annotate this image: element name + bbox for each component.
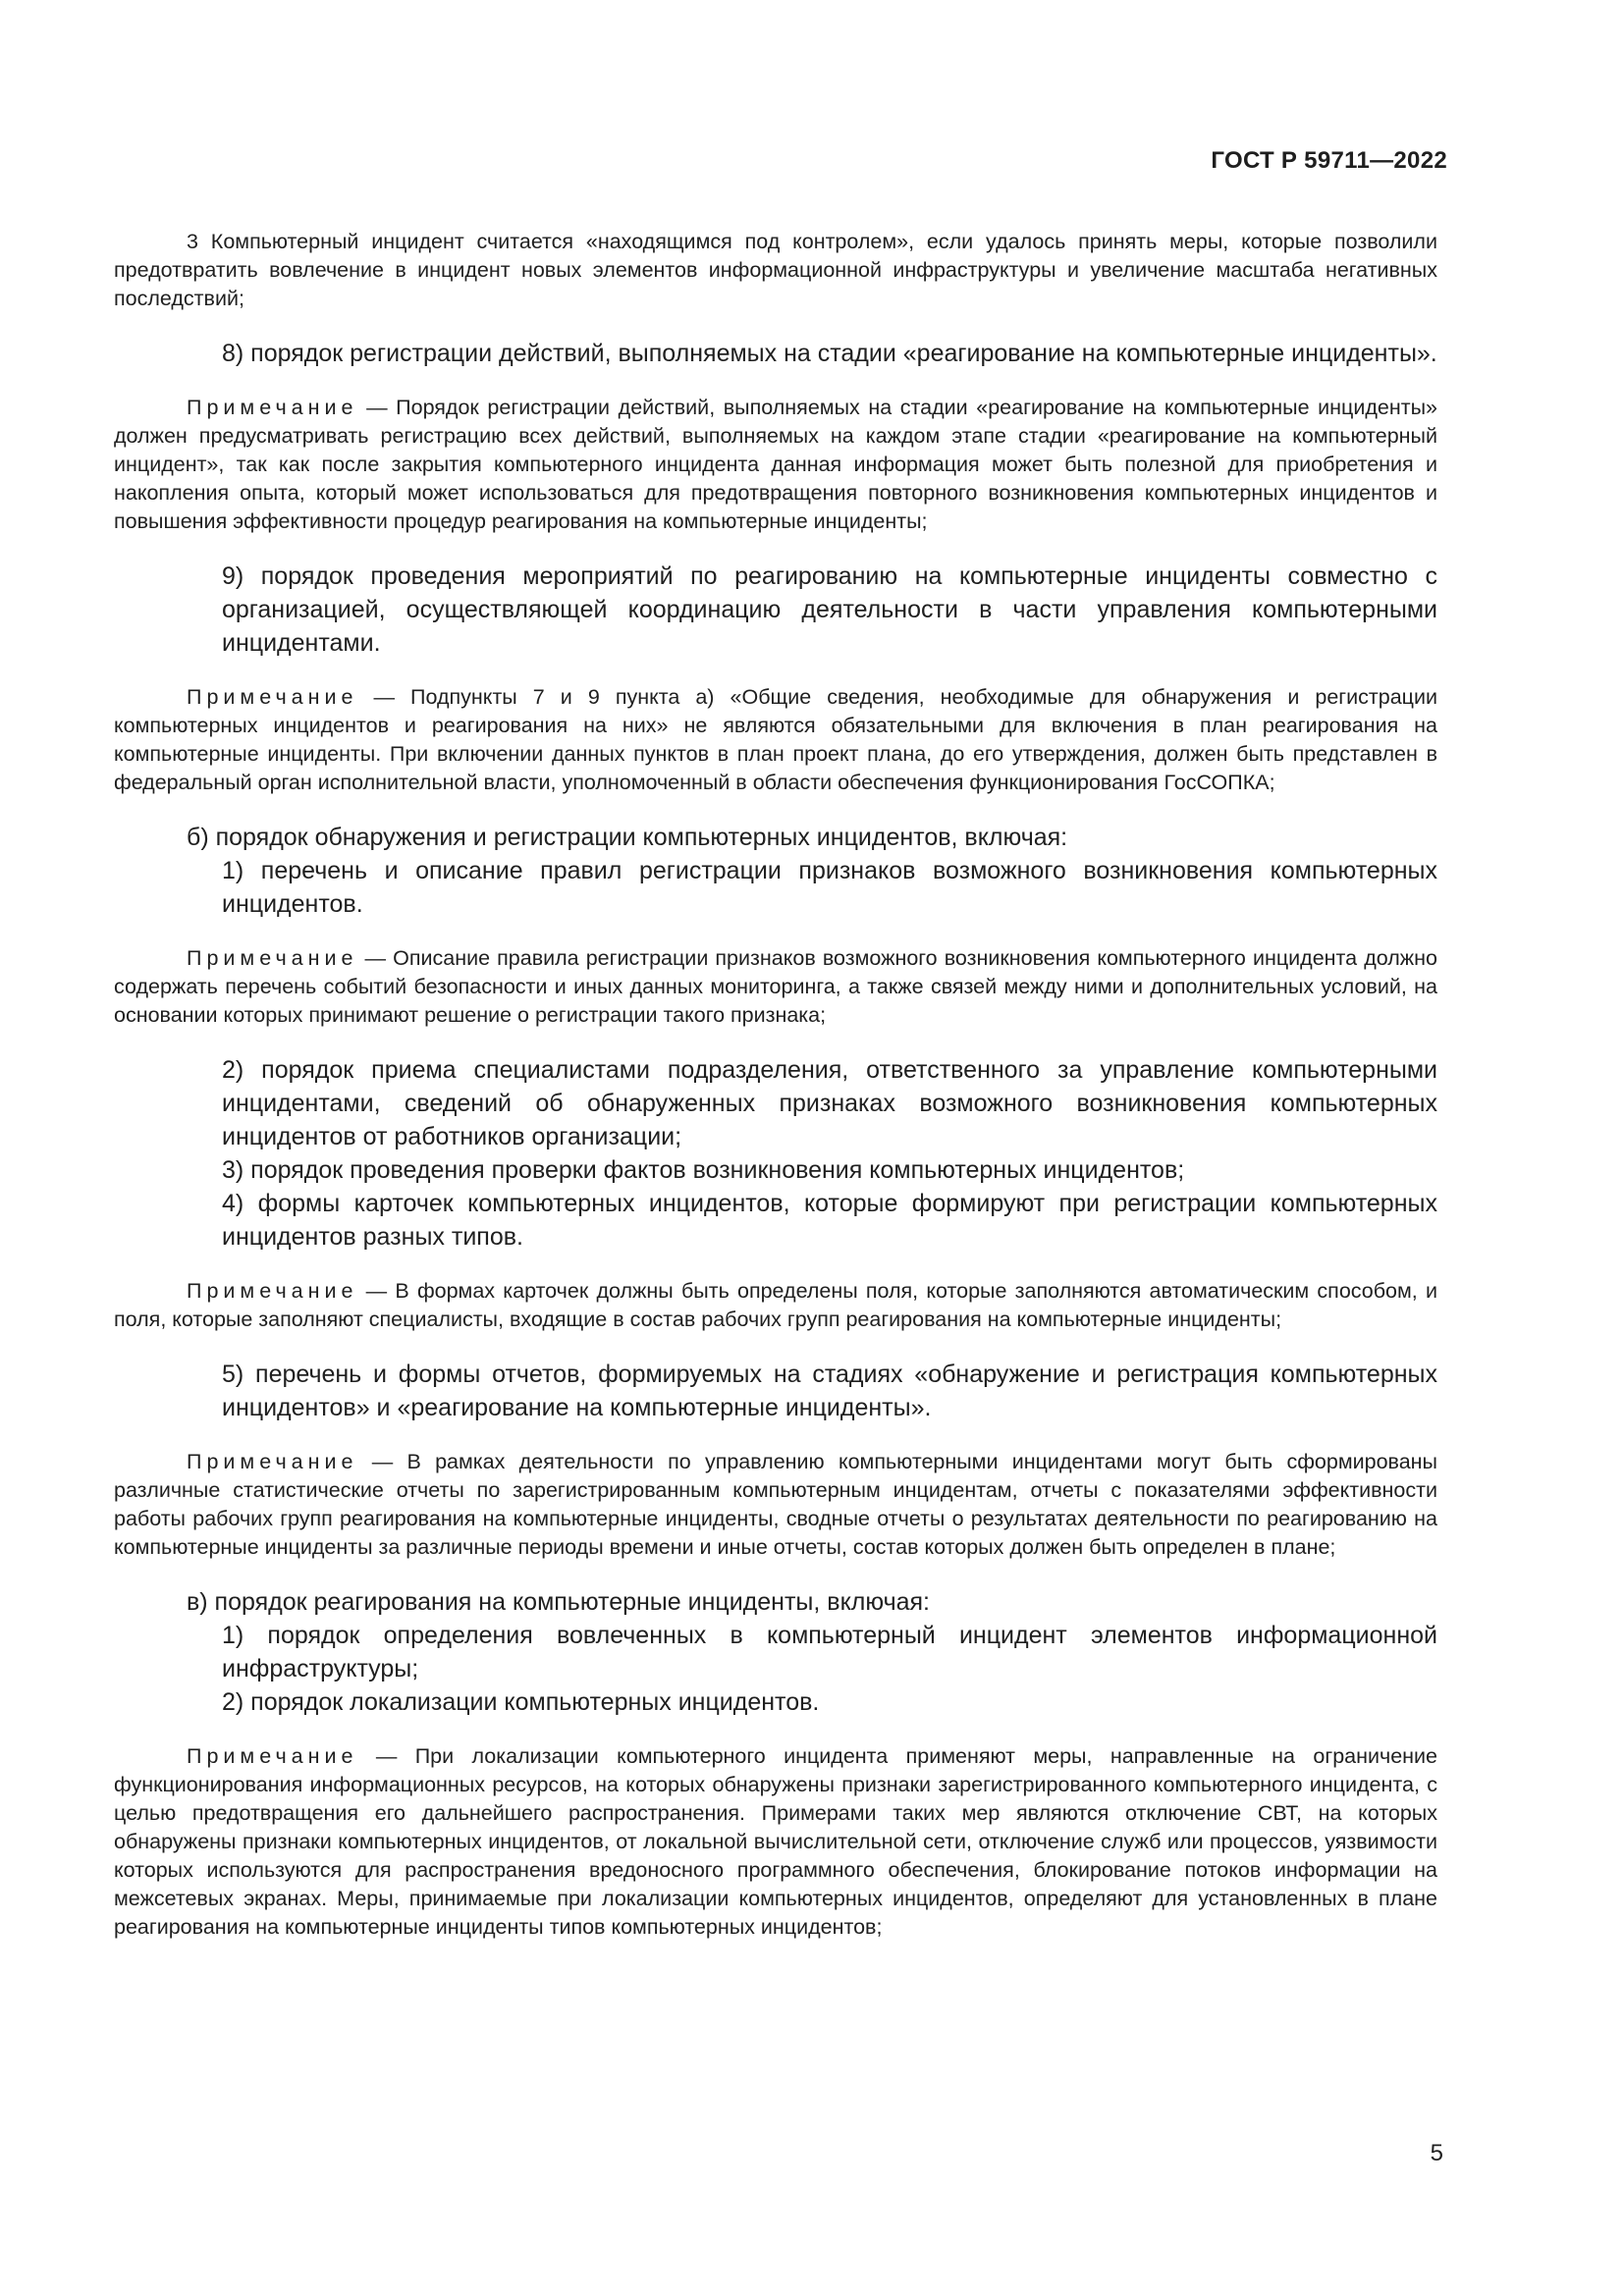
- note-text: — В формах карточек должны быть определены поля, которые заполняются автоматическим способом, и поля, которые заполняют специалисты, входящие в состав рабочих групп реагирования на компьютерные инциденты;: [114, 1279, 1437, 1331]
- list-item: 2) порядок приема специалистами подразделения, ответственного за управление компьютерными инцидентами, сведений об обнаруженных признаках возможного возникновения компьютерных инцидентов от работников организации;: [222, 1056, 1437, 1150]
- list-item: 5) перечень и формы отчетов, формируемых на стадиях «обнаружение и регистрация компьютерных инцидентов» и «реагирование на компьютерные инциденты».: [222, 1361, 1437, 1421]
- list-item: 8) порядок регистрации действий, выполняемых на стадии «реагирование на компьютерные инциденты».: [222, 340, 1437, 367]
- list-item: 2) порядок локализации компьютерных инцидентов.: [222, 1688, 820, 1716]
- list-item: 4) формы карточек компьютерных инцидентов, которые формируют при регистрации компьютерных инцидентов разных типов.: [222, 1190, 1437, 1251]
- list-item: 1) перечень и описание правил регистрации признаков возможного возникновения компьютерных инцидентов.: [222, 857, 1437, 918]
- note-paragraph: [114, 1448, 1437, 1562]
- document-id: ГОСТ Р 59711—2022: [1211, 147, 1447, 174]
- note-label: Примечание: [187, 1279, 358, 1303]
- note-paragraph: [114, 1742, 1437, 1942]
- note-label: Примечание: [187, 396, 358, 419]
- note-text: — Описание правила регистрации признаков возможного возникновения компьютерного инцидента должно содержать перечень событий безопасности и иных данных мониторинга, а также связей между ними и дополнительных условий, на основании которых принимают решение о регистрации такого признака;: [114, 946, 1437, 1027]
- note-text: — Подпункты 7 и 9 пункта а) «Общие сведения, необходимые для обнаружения и регистрации компьютерных инцидентов и реагирования на них» не являются обязательными для включения в план реагирования на компьютерные инциденты. При включении данных пунктов в план проект плана, до его утверждения, должен быть представлен в федеральный орган исполнительной власти, уполномоченный в области обеспечения функционирования ГосСОПКА;: [114, 685, 1437, 794]
- note-text: — В рамках деятельности по управлению компьютерными инцидентами могут быть сформированы различные статистические отчеты по зарегистрированным компьютерным инцидентам, отчеты с показателями эффективности работы рабочих групп реагирования на компьютерные инциденты, сводные отчеты о результатах деятельности по реагированию на компьютерные инциденты за различные периоды времени и иные отчеты, состав которых должен быть определен в плане;: [114, 1450, 1437, 1559]
- note-paragraph: [114, 1277, 1437, 1334]
- note-label: Примечание: [187, 946, 358, 970]
- list-item: 1) порядок определения вовлеченных в компьютерный инцидент элементов информационной инфраструктуры;: [222, 1622, 1437, 1682]
- note-paragraph: [114, 394, 1437, 536]
- paragraph: 3 Компьютерный инцидент считается «находящимся под контролем», если удалось принять меры, которые позволили предотвратить вовлечение в инцидент новых элементов информационной инфраструктуры и увеличение масштаба негативных последствий;: [114, 230, 1437, 310]
- document-body: [114, 228, 1437, 1942]
- note-label: Примечание: [187, 685, 358, 709]
- note-label: Примечание: [187, 1450, 358, 1473]
- page-number: 5: [1430, 2140, 1443, 2166]
- subsection-heading: в) порядок реагирования на компьютерные инциденты, включая:: [187, 1588, 930, 1616]
- list-item: 3) порядок проведения проверки фактов возникновения компьютерных инцидентов;: [222, 1156, 1185, 1184]
- note-paragraph: [114, 683, 1437, 797]
- note-text: — Порядок регистрации действий, выполняемых на стадии «реагирование на компьютерные инциденты» должен предусматривать регистрацию всех действий, выполняемых на каждом этапе стадии «реагирование на компьютерный инцидент», так как после закрытия компьютерного инцидента данная информация может быть полезной для приобретения и накопления опыта, который может использоваться для предотвращения повторного возникновения компьютерных инцидентов и повышения эффективности процедур реагирования на компьютерные инциденты;: [114, 396, 1437, 533]
- note-paragraph: [114, 944, 1437, 1030]
- note-text: — При локализации компьютерного инцидента применяют меры, направленные на ограничение функционирования информационных ресурсов, на которых обнаружены признаки зарегистрированного компьютерного инцидента, с целью предотвращения его дальнейшего распространения. Примерами таких мер являются отключение СВТ, на которых обнаружены признаки компьютерных инцидентов, от локальной вычислительной сети, отключение служб или процессов, уязвимости которых используются для распространения вредоносного программного обеспечения, блокирование потоков информации на межсетевых экранах. Меры, принимаемые при локализации компьютерных инцидентов, определяют для установленных в плане реагирования на компьютерные инциденты типов компьютерных инцидентов;: [114, 1744, 1437, 1939]
- list-item: 9) порядок проведения мероприятий по реагированию на компьютерные инциденты совместно с организацией, осуществляющей координацию деятельности в части управления компьютерными инцидентами.: [222, 562, 1437, 657]
- note-label: Примечание: [187, 1744, 358, 1768]
- subsection-heading: б) порядок обнаружения и регистрации компьютерных инцидентов, включая:: [187, 824, 1068, 851]
